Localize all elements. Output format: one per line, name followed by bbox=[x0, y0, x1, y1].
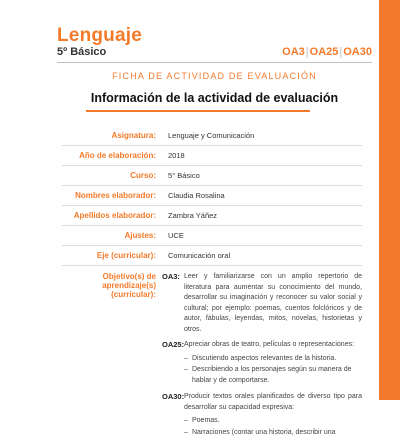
info-row bbox=[62, 226, 362, 246]
oa-separator: | bbox=[305, 46, 309, 58]
info-row bbox=[62, 206, 362, 226]
oa-separator: | bbox=[339, 46, 343, 58]
info-label: Nombres elaborador: bbox=[75, 191, 156, 200]
sheet-label: FICHA DE ACTIVIDAD DE EVALUACIÓN bbox=[112, 71, 317, 81]
objective-code: OA30: bbox=[162, 392, 185, 401]
grade-label: 5º Básico bbox=[57, 46, 107, 58]
oa-code-2: OA25 bbox=[309, 46, 339, 58]
objective-item bbox=[162, 272, 362, 335]
info-table bbox=[62, 126, 362, 444]
oa-code-1: OA3 bbox=[282, 46, 305, 58]
objective-code: OA3: bbox=[162, 272, 180, 281]
info-value: Comunicación oral bbox=[168, 251, 231, 260]
info-row bbox=[62, 146, 362, 166]
info-label: Eje (curricular): bbox=[96, 251, 156, 260]
info-row bbox=[62, 186, 362, 206]
info-value: 5° Básico bbox=[168, 171, 200, 180]
objective-bullet: – Poemas. bbox=[184, 416, 362, 427]
side-accent-bar bbox=[379, 0, 400, 400]
oa-codes bbox=[282, 46, 372, 58]
info-label: Año de elaboración: bbox=[79, 151, 156, 160]
info-value: UCE bbox=[168, 231, 184, 240]
objective-text: Apreciar obras de teatro, películas o representaciones: bbox=[184, 341, 355, 348]
info-label: Curso: bbox=[130, 171, 156, 180]
info-row bbox=[62, 166, 362, 186]
info-label: Apellidos elaborador: bbox=[73, 211, 156, 220]
objective-text: Producir textos orales planificados de diverso tipo para desarrollar su capacidad expresiva: bbox=[184, 393, 362, 411]
objective-item bbox=[162, 392, 362, 439]
objective-text: Leer y familiarizarse con un amplio repertorio de literatura para aumentar su conocimiento del mundo, desarrollar su imaginación y reconocer su valor social y cultural; por ejemplo: poemas, cuentos folclóricos y de autor, fábulas, leyendas, mitos, novelas, historietas y otros. bbox=[184, 273, 362, 333]
info-label: Ajustes: bbox=[124, 231, 156, 240]
info-value: Claudia Rosalina bbox=[168, 191, 225, 200]
header-divider bbox=[57, 62, 372, 63]
info-row bbox=[62, 246, 362, 266]
info-label: Asignatura: bbox=[111, 131, 156, 140]
section-title-underline bbox=[86, 110, 310, 112]
objective-bullet: – Narraciones (contar una historia, describir una bbox=[184, 428, 362, 439]
info-value: Lenguaje y Comunicación bbox=[168, 131, 255, 140]
section-title: Información de la actividad de evaluación bbox=[90, 91, 339, 105]
info-row bbox=[62, 126, 362, 146]
subject-title: Lenguaje bbox=[57, 25, 143, 46]
objectives-label: Objetivo(s) de aprendizaje(s) (curricular): bbox=[102, 272, 156, 299]
objective-code: OA25: bbox=[162, 340, 185, 349]
info-value: Zambra Yáñez bbox=[168, 211, 218, 220]
objectives-list bbox=[162, 272, 362, 444]
info-value: 2018 bbox=[168, 151, 185, 160]
objective-bullet: – Describiendo a los personajes según su manera de hablar y de comportarse. bbox=[184, 365, 362, 386]
objective-bullet: – Discutiendo aspectos relevantes de la historia. bbox=[184, 354, 362, 365]
objective-item bbox=[162, 340, 362, 387]
oa-code-3: OA30 bbox=[343, 46, 372, 58]
objectives-row bbox=[62, 266, 362, 444]
